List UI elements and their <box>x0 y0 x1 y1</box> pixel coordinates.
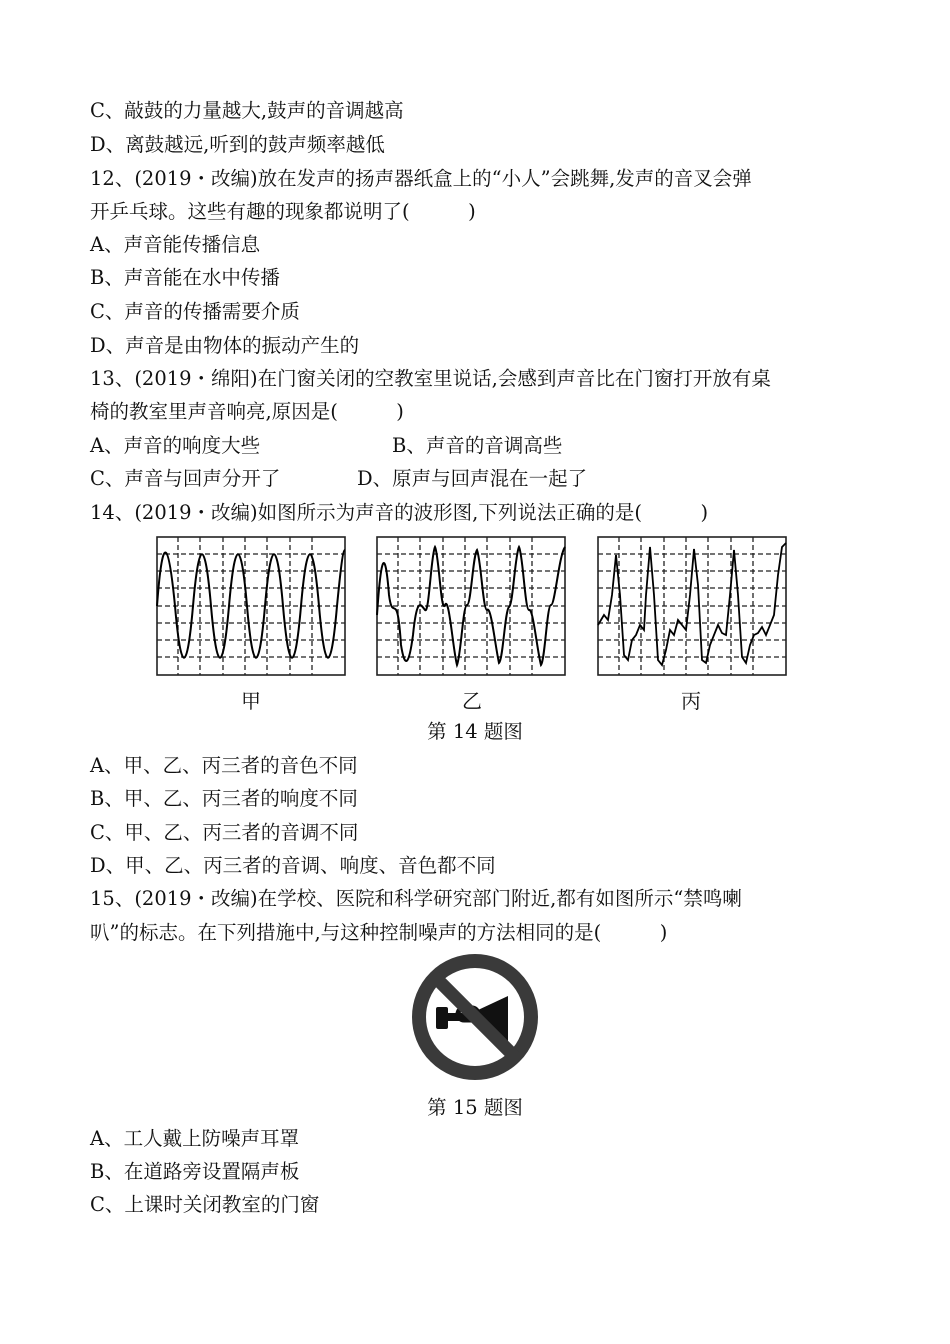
label-yi: 乙 <box>462 689 482 713</box>
q12-option-a: A、声音能传播信息 <box>90 233 261 256</box>
q15-option-b: B、在道路旁设置隔声板 <box>90 1160 300 1183</box>
q15-option-a: A、工人戴上防噪声耳罩 <box>90 1127 300 1150</box>
q12-option-d: D、声音是由物体的振动产生的 <box>90 334 360 357</box>
q13-option-c: C、声音与回声分开了 <box>90 467 281 490</box>
q14-option-a: A、甲、乙、丙三者的音色不同 <box>90 754 358 777</box>
q13-option-d: D、原声与回声混在一起了 <box>357 467 588 490</box>
q13-option-a: A、声音的响度大些 <box>90 434 261 457</box>
label-bing: 丙 <box>681 689 701 713</box>
option-d-prev: D、离鼓越远,听到的鼓声频率越低 <box>90 133 385 156</box>
question-12-line2: 开乒乓球。这些有趣的现象都说明了( ) <box>90 200 476 223</box>
waveform-bing <box>596 535 788 677</box>
q14-option-c: C、甲、乙、丙三者的音调不同 <box>90 821 359 844</box>
q13-option-b: B、声音的音调高些 <box>392 434 563 457</box>
q15-option-c: C、上课时关闭教室的门窗 <box>90 1193 320 1216</box>
q14-option-d: D、甲、乙、丙三者的音调、响度、音色都不同 <box>90 854 496 877</box>
figure-14-caption: 第 14 题图 <box>427 720 523 743</box>
question-13-line2: 椅的教室里声音响亮,原因是( ) <box>90 400 404 423</box>
q12-option-c: C、声音的传播需要介质 <box>90 300 300 323</box>
q14-option-b: B、甲、乙、丙三者的响度不同 <box>90 787 358 810</box>
label-jia: 甲 <box>241 689 261 713</box>
no-horn-sign-icon <box>410 952 540 1082</box>
waveform-jia <box>155 535 347 677</box>
question-15-line2: 叭”的标志。在下列措施中,与这种控制噪声的方法相同的是( ) <box>90 921 668 944</box>
question-12-line1: 12、(2019・改编)放在发声的扬声器纸盒上的“小人”会跳舞,发声的音叉会弹 <box>90 167 752 190</box>
figure-15-caption: 第 15 题图 <box>427 1096 523 1119</box>
q12-option-b: B、声音能在水中传播 <box>90 266 280 289</box>
waveform-yi <box>375 535 567 677</box>
question-15-line1: 15、(2019・改编)在学校、医院和科学研究部门附近,都有如图所示“禁鸣喇 <box>90 887 742 910</box>
question-13-line1: 13、(2019・绵阳)在门窗关闭的空教室里说话,会感到声音比在门窗打开放有桌 <box>90 367 771 390</box>
question-14: 14、(2019・改编)如图所示为声音的波形图,下列说法正确的是( ) <box>90 501 709 524</box>
option-c-prev: C、敲鼓的力量越大,鼓声的音调越高 <box>90 99 404 122</box>
